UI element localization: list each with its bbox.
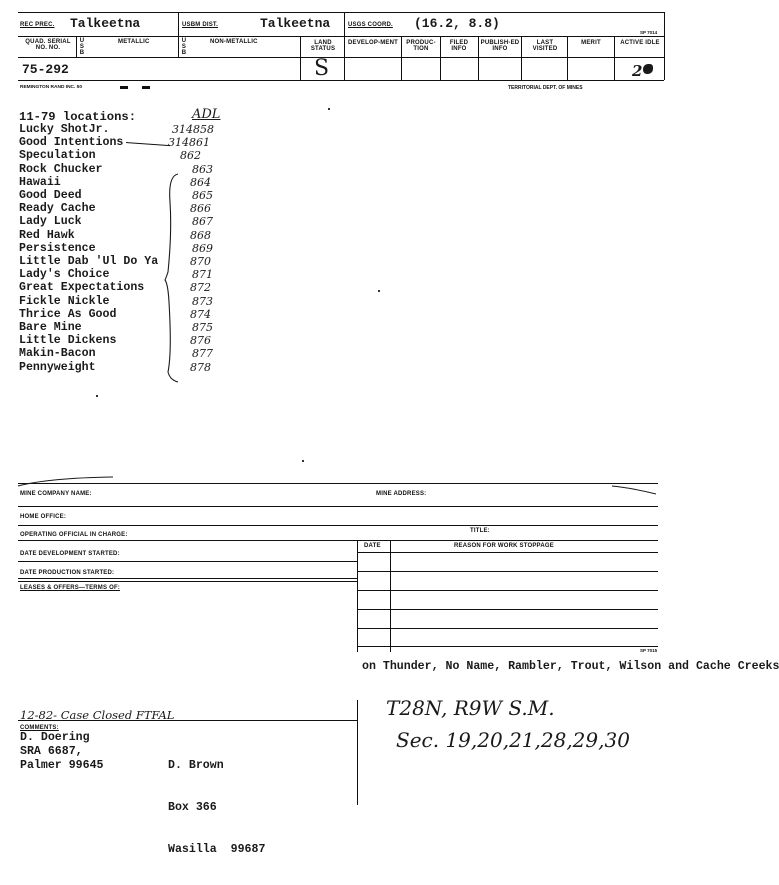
speck [96,395,98,397]
header-divider [178,12,179,58]
claim-adl-number: 872 [190,281,211,295]
printer-marks [142,86,150,89]
claim-adl-number: 314858 [172,123,214,136]
header-divider [478,36,479,80]
form-number-top: SP 7014 [640,30,658,35]
top-right-stroke [612,484,660,498]
claim-name: Little Dab 'Ul Do Ya [19,255,159,269]
claim-name: Great Expectations [19,281,145,295]
territorial-note: TERRITORIAL DEPT. OF MINES [508,85,583,91]
claim-adl-number: 870 [190,255,211,269]
usgs-letters-metallic: U S B [79,38,85,56]
comments-label: COMMENTS: [20,725,59,731]
claim-adl-number: 314861 [168,136,210,150]
claim-adl-number: 864 [190,175,211,189]
claim-name: Hawaii [19,175,61,189]
mine-company-label: MINE COMPANY NAME: [20,491,92,497]
reason-label: REASON FOR WORK STOPPAGE [454,543,554,549]
contact-name: D. Brown [168,759,224,772]
development-label: DEVELOP-MENT [347,40,399,46]
date-col-right [390,540,391,652]
usgs-letters-nonmetallic: U S B [181,38,187,56]
contact-address: Box 366 [168,801,217,814]
location-note: on Thunder, No Name, Rambler, Trout, Wilson and Cache Creeks [362,660,779,673]
claim-adl-number: 862 [180,149,201,163]
merit-label: MERIT [581,40,601,46]
rule [18,540,658,541]
header-bottom-rule [18,80,664,81]
rule [357,646,658,647]
printer-note: REMINGTON RAND INC. 50 [20,85,83,90]
title-label: TITLE: [470,528,490,534]
rule [18,525,658,526]
rule [18,561,357,562]
usgs-coord-value: (16.2, 8.8) [414,16,500,31]
claim-name: Lady Luck [19,215,82,229]
land-status-label: LAND STATUS [310,40,336,52]
speck [328,108,330,110]
header-divider [440,36,441,80]
sections-hand: Sec. 19,20,21,28,29,30 [396,728,630,752]
claim-name: Good Deed [19,189,82,203]
usgs-coord-label: USGS COORD. [348,22,393,28]
claim-adl-number: 877 [192,347,213,361]
locations-heading: 11-79 locations: [19,110,137,124]
contact-city: Palmer 99645 [20,759,104,772]
rule [357,609,658,610]
header-divider [401,36,402,80]
home-office-label: HOME OFFICE: [20,514,67,520]
date-col-left [357,540,358,652]
locations-heading-adl: ADL [192,107,221,122]
claim-name: Lady's Choice [19,268,110,282]
claim-adl-number: 865 [192,189,213,203]
date-label: DATE [364,543,381,549]
claim-name: Bare Mine [19,321,82,335]
claim-name: Ready Cache [19,202,96,216]
quad-serial-value: 75-292 [22,62,69,77]
contact-address: SRA 6687, [20,745,83,758]
comments-divider [357,700,358,805]
claim-name: Persistence [19,241,96,255]
claim-name: Thrice As Good [19,307,117,321]
claim-adl-number: 871 [192,268,213,282]
filed-info-label: FILED INFO [449,40,469,52]
contact-brown [168,731,265,885]
active-idle-label: ACTIVE IDLE [620,40,660,46]
rule [357,628,658,629]
leases-label: LEASES & OFFERS—TERMS OF: [20,585,121,591]
published-info-label: PUBLISH-ED INFO [480,40,520,52]
active-idle-blot [643,64,653,74]
contact-city: Wasilla 99687 [168,843,266,856]
top-left-curve [18,476,118,488]
contact-name: D. Doering [20,731,90,744]
claim-name: Good Intentions [19,136,124,150]
header-divider [664,12,665,80]
claim-brace [164,172,180,384]
date-development-label: DATE DEVELOPMENT STARTED: [20,551,120,557]
claim-adl-number: 878 [190,360,211,374]
production-label: PRODUC-TION [406,40,436,52]
claim-name: Rock Chucker [19,162,103,176]
metallic-label: METALLIC [118,39,150,45]
rule [18,506,658,507]
active-idle-mark: 2 [632,62,643,80]
contact-doering [20,731,104,773]
claim-adl-number: 867 [192,215,213,229]
claim-name: Speculation [19,149,96,163]
rule [357,590,658,591]
rule [357,571,658,572]
claim-name: Makin-Bacon [19,347,96,361]
rec-prec-label: REC PREC. [20,22,55,28]
mine-address-label: MINE ADDRESS: [376,491,427,497]
last-visited-label: LAST VISITED [532,40,558,52]
header-divider [344,12,345,80]
speck [378,290,380,292]
header-divider [567,36,568,80]
form-number-bottom: SP 7015 [640,648,658,653]
claim-name-list [19,123,158,374]
rule [18,720,357,721]
claim-adl-number: 869 [192,241,213,255]
claim-name: Fickle Nickle [19,294,110,308]
claim-adl-number: 876 [190,334,211,348]
land-status-value: S [314,56,330,81]
header-divider [76,36,77,58]
speck [302,460,304,462]
claim-adl-number: 866 [190,202,211,216]
rule [357,552,658,553]
claim-name: Pennyweight [19,360,96,374]
header-top-rule [18,12,664,13]
claim-name: Lucky ShotJr. [19,123,110,136]
claim-name: Little Dickens [19,334,117,348]
township-hand: T28N, R9W S.M. [386,696,555,720]
claim-adl-number: 873 [192,294,213,308]
operating-official-label: OPERATING OFFICIAL IN CHARGE: [20,532,128,538]
date-production-label: DATE PRODUCTION STARTED: [20,570,115,576]
nonmetallic-label: NON-METALLIC [210,39,258,45]
rec-prec-value: Talkeetna [70,16,141,31]
header-divider [521,36,522,80]
header-divider [300,36,301,80]
case-closed-note: 12-82- Case Closed FTFAL [20,708,175,722]
quad-serial-label: QUAD. SERIAL NO. NO. [25,39,71,51]
claim-adl-list [168,123,214,374]
rule [18,581,357,582]
usbm-dist-label: USBM DIST. [182,22,219,28]
rule [18,578,357,579]
claim-adl-number: 863 [192,162,213,176]
header-divider [614,36,615,80]
printer-marks [120,86,128,89]
claim-adl-number: 868 [190,228,211,242]
usbm-dist-value: Talkeetna [260,16,331,31]
claim-adl-number: 875 [192,321,213,335]
claim-adl-number: 874 [190,307,211,321]
claim-name: Red Hawk [19,228,75,242]
